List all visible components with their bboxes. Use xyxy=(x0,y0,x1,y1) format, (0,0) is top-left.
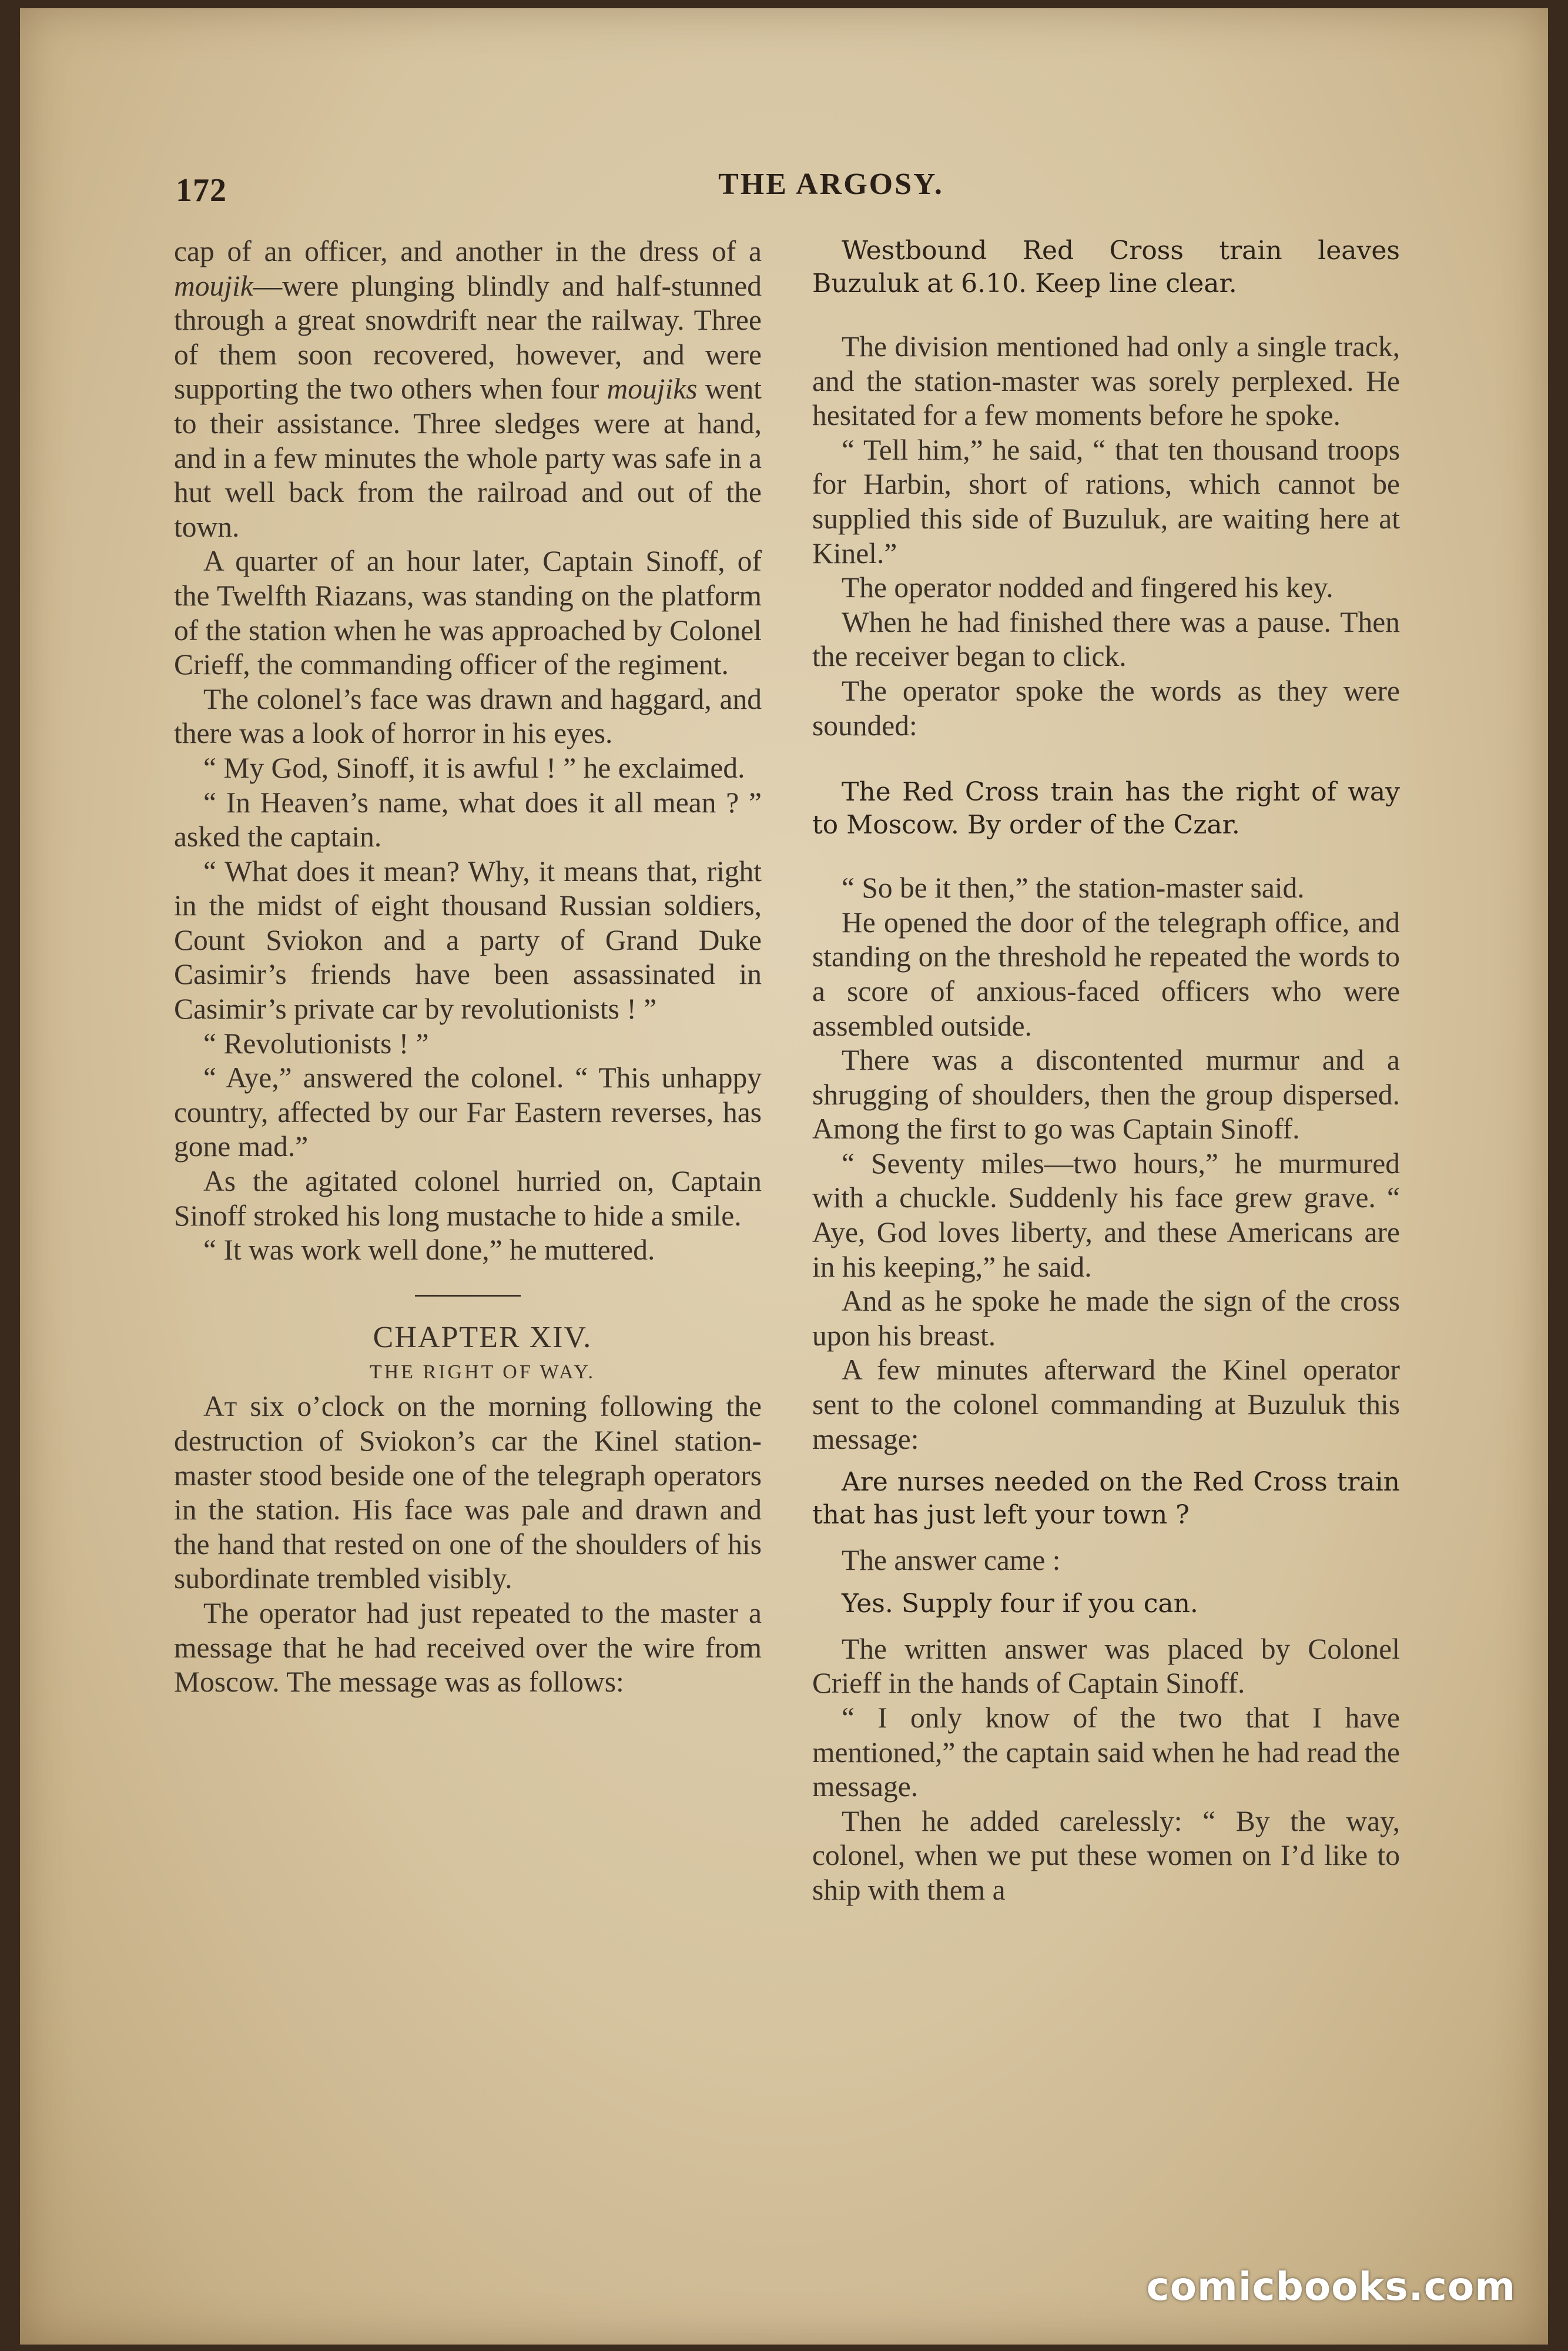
chapter-title: CHAPTER XIV. xyxy=(373,1320,592,1354)
paragraph: “ I only know of the two that I have mentioned,” the captain said when he had read the message. xyxy=(812,1702,1400,1803)
right-column xyxy=(812,235,1400,1908)
paragraph: “ In Heaven’s name, what does it all mean ? ” asked the captain. xyxy=(174,786,762,853)
chapter-divider xyxy=(415,1295,521,1297)
paragraph: “ Aye,” answered the colonel. “ This unhappy country, affected by our Far Eastern reverses, has gone mad.” xyxy=(174,1061,762,1163)
paragraph: As the agitated colonel hurried on, Captain Sinoff stroked his long mustache to hide a smile. xyxy=(174,1165,762,1232)
paragraph: The operator had just repeated to the master a message that he had received over the wire from Moscow. The message was as follows: xyxy=(174,1596,762,1699)
paragraph: The operator spoke the words as they were sounded: xyxy=(812,674,1400,742)
running-head: THE ARGOSY. xyxy=(718,168,944,201)
drop-lead: At xyxy=(203,1390,237,1423)
paragraph: “ What does it mean? Why, it means that, right in the midst of eight thousand Russian soldiers, Count Sviokon and a party of Grand Duke Casimir’s friends have been assassinated in Casimir’s private car by revolutionists ! ” xyxy=(174,855,762,1026)
watermark-logo: comicbooks.com xyxy=(1146,2264,1516,2309)
telegram-message: Are nurses needed on the Red Cross train that has just left your town ? xyxy=(812,1467,1400,1531)
paragraph: The operator nodded and fingered his key. xyxy=(842,571,1334,604)
paragraph: When he had finished there was a pause. Then the receiver began to click. xyxy=(812,605,1400,673)
chapter-subtitle: THE RIGHT OF WAY. xyxy=(369,1361,596,1383)
paragraph: A quarter of an hour later, Captain Sinoff, of the Twelfth Riazans, was standing on the platform of the station when he was approached by Colonel Crieff, the commanding officer of the regiment. xyxy=(174,545,762,681)
paragraph: At six o’clock on the morning following the destruction of Sviokon’s car the Kinel station-master stood beside one of the telegraph operators in the station. His face was pale and drawn and the hand that rested on one of the shoulders of his subordinate trembled visibly. xyxy=(174,1390,762,1595)
magazine-page xyxy=(20,8,1548,2345)
paragraph: There was a discontented murmur and a shrugging of shoulders, then the group dispersed. Among the first to go was Captain Sinoff. xyxy=(812,1044,1400,1146)
telegram-message: Yes. Supply four if you can. xyxy=(842,1588,1198,1619)
paragraph: The division mentioned had only a single track, and the station-master was sorely perplexed. He hesitated for a few moments before he spoke. xyxy=(812,330,1400,432)
paragraph: “ Tell him,” he said, “ that ten thousand troops for Harbin, short of rations, which cannot be supplied this side of Buzuluk, are waiting here at Kinel.” xyxy=(812,433,1400,570)
italic-word: moujik xyxy=(174,269,253,302)
paragraph: “ So be it then,” the station-master said. xyxy=(842,872,1305,905)
paragraph: The answer came : xyxy=(842,1544,1061,1577)
paragraph: Then he added carelessly: “ By the way, colonel, when we put these women on I’d like to ship with them a xyxy=(812,1804,1400,1906)
telegram-message: The Red Cross train has the right of way to Moscow. By order of the Czar. xyxy=(812,777,1400,840)
page-header xyxy=(20,167,1548,214)
italic-word: moujiks xyxy=(607,373,698,406)
paragraph: cap of an officer, and another in the dress of a moujik—were plunging blindly and half-stunned through a great snowdrift near the railway. Three of them soon recovered, however, and were supporting the two others when four moujiks went to their assistance. Three sledges were at hand, and in a few minutes the whole party was safe in a hut well back from the railroad and out of the town. xyxy=(174,235,762,543)
paragraph: “ Revolutionists ! ” xyxy=(203,1027,429,1060)
paragraph: The written answer was placed by Colonel Crieff in the hands of Captain Sinoff. xyxy=(812,1632,1400,1700)
paragraph: The colonel’s face was drawn and haggard, and there was a look of horror in his eyes. xyxy=(174,682,762,750)
paragraph: He opened the door of the telegraph office, and standing on the threshold he repeated the words to a score of anxious-faced officers who were assembled outside. xyxy=(812,906,1400,1042)
paragraph: And as he spoke he made the sign of the cross upon his breast. xyxy=(812,1285,1400,1352)
page-number: 172 xyxy=(176,172,227,209)
paragraph: “ My God, Sinoff, it is awful ! ” he exclaimed. xyxy=(203,751,745,784)
paragraph: A few minutes afterward the Kinel operator sent to the colonel commanding at Buzuluk this message: xyxy=(812,1354,1400,1455)
paragraph: “ It was work well done,” he muttered. xyxy=(203,1234,655,1267)
left-column xyxy=(174,235,762,1700)
paragraph: “ Seventy miles—two hours,” he murmured with a chuckle. Suddenly his face grew grave. “ Aye, God loves liberty, and these Americans are in his keeping,” he said. xyxy=(812,1147,1400,1283)
telegram-message: Westbound Red Cross train leaves Buzuluk at 6.10. Keep line clear. xyxy=(812,236,1400,299)
